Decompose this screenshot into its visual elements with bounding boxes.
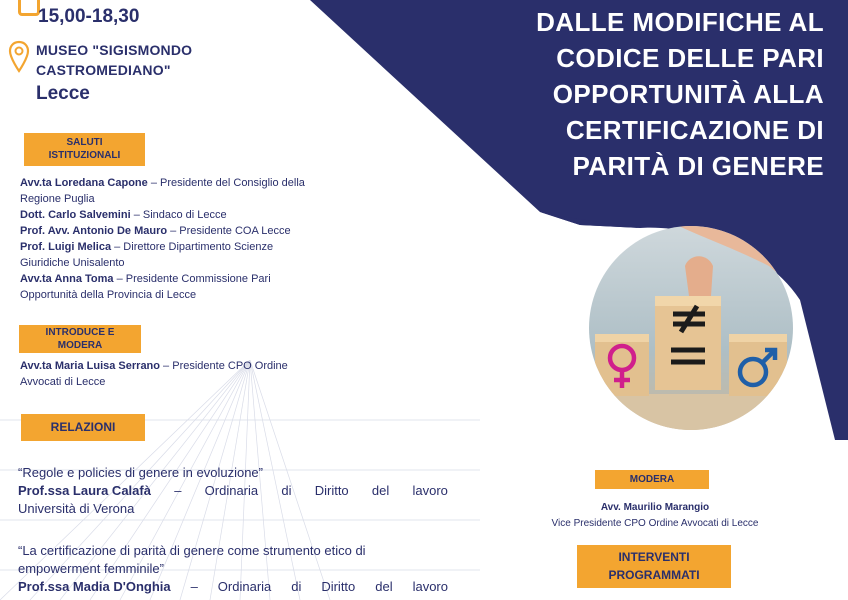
introduce-label	[19, 325, 141, 353]
saluti-label	[24, 133, 145, 166]
speaker-name: Prof.ssa Madia D'Onghia	[18, 579, 171, 594]
introduce-label-line: INTRODUCE E	[45, 327, 115, 338]
talk	[18, 542, 448, 596]
speaker-role-word: Ordinaria	[204, 483, 259, 498]
speaker-role-word: di	[281, 483, 292, 498]
saluti-label-line: SALUTI	[66, 137, 103, 148]
speaker-role-word: Diritto	[321, 579, 356, 594]
speaker-affiliation: Università di Verona	[18, 501, 135, 516]
person-name: Avv.ta Maria Luisa Serrano	[20, 360, 160, 372]
speaker-role-word: di	[291, 579, 302, 594]
speaker-role-word: lavoro	[412, 483, 448, 498]
title-line: CERTIFICAZIONE DI	[565, 115, 824, 145]
person-role: – Presidente CPO Ordine Avvocati di Lecce	[20, 360, 288, 388]
speaker-role-word: Diritto	[314, 483, 349, 498]
speaker-role-word: –	[174, 483, 182, 498]
person-role: – Sindaco di Lecce	[130, 209, 227, 221]
introduce-label-line: MODERA	[57, 340, 103, 351]
talk-title: “Regole e policies di genere in evoluzione”	[18, 465, 263, 480]
location-pin-icon	[8, 40, 30, 74]
introduce-person	[20, 358, 330, 390]
venue-line-2: CASTROMEDIANO"	[36, 62, 171, 78]
talk-speaker-line	[18, 482, 448, 500]
speaker-role-word: Ordinaria	[217, 579, 272, 594]
speaker-role-word: lavoro	[412, 579, 448, 594]
person-name: Avv.ta Loredana Capone	[20, 177, 148, 189]
person-name: Prof. Avv. Antonio De Mauro	[20, 225, 168, 237]
gender-equality-photo	[589, 226, 793, 430]
saluti-person	[20, 175, 320, 207]
person-role: – Direttore Dipartimento Scienze Giuridiche Unisalento	[20, 241, 274, 269]
interventi-label-line: INTERVENTI	[618, 550, 690, 564]
title-line: PARITÀ DI GENERE	[572, 151, 824, 181]
moderator-role: Vice Presidente CPO Ordine Avvocati di Lecce	[551, 518, 759, 529]
talk-speaker-line	[18, 578, 448, 596]
talk	[18, 464, 448, 518]
moderator	[490, 500, 820, 532]
person-role: – Presidente Commissione Pari Opportunità della Provincia di Lecce	[20, 273, 271, 301]
interventi-label	[577, 545, 731, 588]
calendar-icon	[18, 0, 40, 16]
saluti-label-line: ISTITUZIONALI	[48, 150, 121, 161]
event-time: 15,00-18,30	[38, 6, 140, 27]
modera-label: MODERA	[595, 470, 709, 489]
person-role: – Presidente del Consiglio della Regione Puglia	[20, 177, 305, 205]
person-name: Dott. Carlo Salvemini	[20, 209, 131, 221]
person-name: Avv.ta Anna Toma	[20, 273, 114, 285]
interventi-label-line: PROGRAMMATI	[608, 568, 700, 582]
relazioni-label: RELAZIONI	[21, 414, 145, 441]
saluti-person	[20, 271, 320, 303]
venue-city: Lecce	[36, 83, 90, 104]
speaker-role-word: –	[190, 579, 198, 594]
saluti-person	[20, 239, 320, 271]
title-line: DALLE MODIFICHE AL	[536, 7, 824, 37]
saluti-person	[20, 223, 320, 239]
moderator-name: Avv. Maurilio Marangio	[600, 502, 710, 513]
saluti-list	[20, 175, 320, 303]
saluti-person	[20, 207, 320, 223]
person-role: – Presidente COA Lecce	[167, 225, 291, 237]
event-title	[464, 4, 824, 184]
speaker-role-word: del	[375, 579, 393, 594]
person-name: Prof. Luigi Melica	[20, 241, 112, 253]
speaker-role-word: del	[371, 483, 390, 498]
title-line: CODICE DELLE PARI	[556, 43, 824, 73]
talk-title: “La certificazione di parità di genere come strumento etico di empowerment femminile”	[18, 543, 366, 576]
title-line: OPPORTUNITÀ ALLA	[552, 79, 824, 109]
speaker-name: Prof.ssa Laura Calafà	[18, 483, 151, 498]
venue-line-1: MUSEO "SIGISMONDO	[36, 42, 193, 58]
